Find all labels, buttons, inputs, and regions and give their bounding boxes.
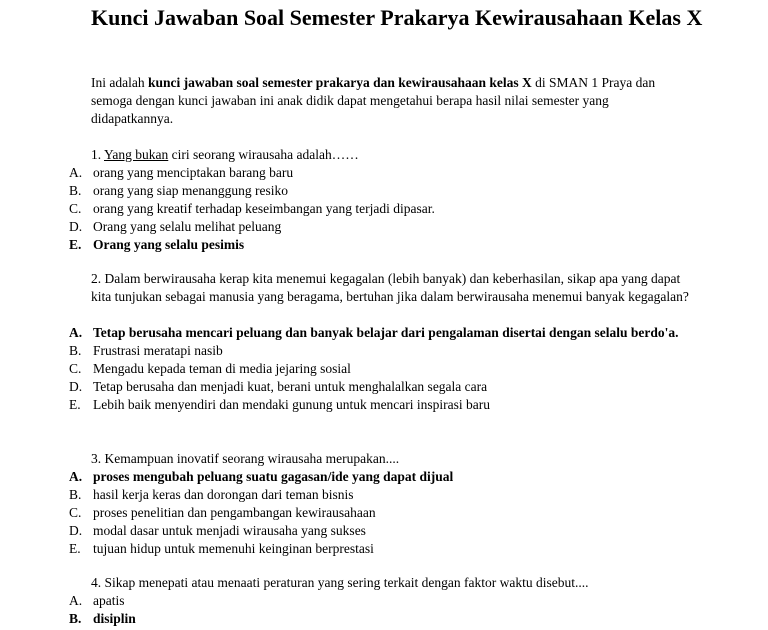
option-text: Orang yang selalu pesimis [93,237,245,252]
question-number: 2. [91,271,102,286]
option-text: Tetap berusaha dan menjadi kuat, berani untuk menghalalkan segala cara [93,379,488,394]
intro-paragraph [91,74,691,128]
option-text: apatis [93,593,125,608]
option-correct [69,468,689,486]
option [69,504,689,522]
option-text: modal dasar untuk menjadi wirausaha yang sukses [93,523,366,538]
option-letter: A. [69,325,83,340]
option-text: proses penelitian dan pengambangan kewirausahaan [93,505,376,520]
question-number: 4. [91,575,102,590]
option-correct [69,324,689,342]
intro-bold: kunci jawaban soal semester prakarya dan kewirausahaan kelas X [147,75,532,90]
question-4 [91,574,691,592]
option-letter: E. [69,541,81,556]
option-text: Orang yang selalu melihat peluang [93,219,282,234]
question-4-options [69,592,689,628]
option [69,522,689,540]
option-letter: B. [69,343,82,358]
option-letter: E. [69,237,82,252]
question-underlined: Yang bukan [104,147,169,162]
option-text: disiplin [93,611,136,626]
question-number: 3. [91,451,102,466]
option-letter: C. [69,201,82,216]
option [69,360,689,378]
option-text: orang yang siap menanggung resiko [93,183,288,198]
option-letter: B. [69,487,82,502]
option-letter: A. [69,469,83,484]
option-letter: C. [69,361,82,376]
option-text: proses mengubah peluang suatu gagasan/ide yang dapat dijual [93,469,454,484]
option [69,396,689,414]
option-letter: C. [69,505,82,520]
option-letter: A. [69,593,83,608]
question-text: ciri seorang wirausaha adalah…… [168,147,359,162]
question-2-options [69,324,689,414]
option [69,592,689,610]
question-3-options [69,468,689,558]
option [69,486,689,504]
option-text: hasil kerja keras dan dorongan dari teman bisnis [93,487,354,502]
option-letter: D. [69,379,83,394]
option-text: Lebih baik menyendiri dan mendaki gunung untuk mencari inspirasi baru [93,397,491,412]
intro-suffix: di SMAN 1 Praya dan semoga dengan kunci jawaban ini anak didik dapat mengetahui berapa hasil nilai semester yang didapatkannya. [91,75,656,126]
option-text: orang yang kreatif terhadap keseimbangan yang terjadi dipasar. [93,201,435,216]
option-text: tujuan hidup untuk memenuhi keinginan berprestasi [93,541,374,556]
option-text: Tetap berusaha mencari peluang dan banyak belajar dari pengalaman disertai dengan selalu berdo'a. [93,325,679,340]
option [69,540,689,558]
question-text: Kemampuan inovatif seorang wirausaha merupakan.... [104,451,400,466]
question-text: Sikap menepati atau menaati peraturan yang sering terkait dengan faktor waktu disebut.... [104,575,589,590]
option-letter: B. [69,611,82,626]
option [69,164,689,182]
question-1 [91,146,691,164]
option [69,200,689,218]
option-letter: A. [69,165,83,180]
page-title: Kunci Jawaban Soal Semester Prakarya Kewirausahaan Kelas X [91,5,703,30]
option [69,378,689,396]
option-letter: D. [69,219,83,234]
option-text: orang yang menciptakan barang baru [93,165,294,180]
option-correct [69,610,689,628]
question-number: 1. [91,147,102,162]
question-2 [91,270,691,306]
option-letter: E. [69,397,81,412]
option-text: Mengadu kepada teman di media jejaring sosial [93,361,351,376]
intro-prefix: Ini adalah [91,75,148,90]
question-text: Dalam berwirausaha kerap kita menemui kegagalan (lebih banyak) dan keberhasilan, sikap apa yang dapat kita tunjukan sebagai manusia yang beragama, bertuhan jika dalam berwirausaha menemui banyak kegagalan? [91,271,689,304]
option [69,218,689,236]
question-1-options [69,164,689,254]
option-letter: D. [69,523,83,538]
option-letter: B. [69,183,82,198]
option-text: Frustrasi meratapi nasib [93,343,223,358]
question-3 [91,450,691,468]
option [69,342,689,360]
option [69,182,689,200]
option-correct [69,236,689,254]
